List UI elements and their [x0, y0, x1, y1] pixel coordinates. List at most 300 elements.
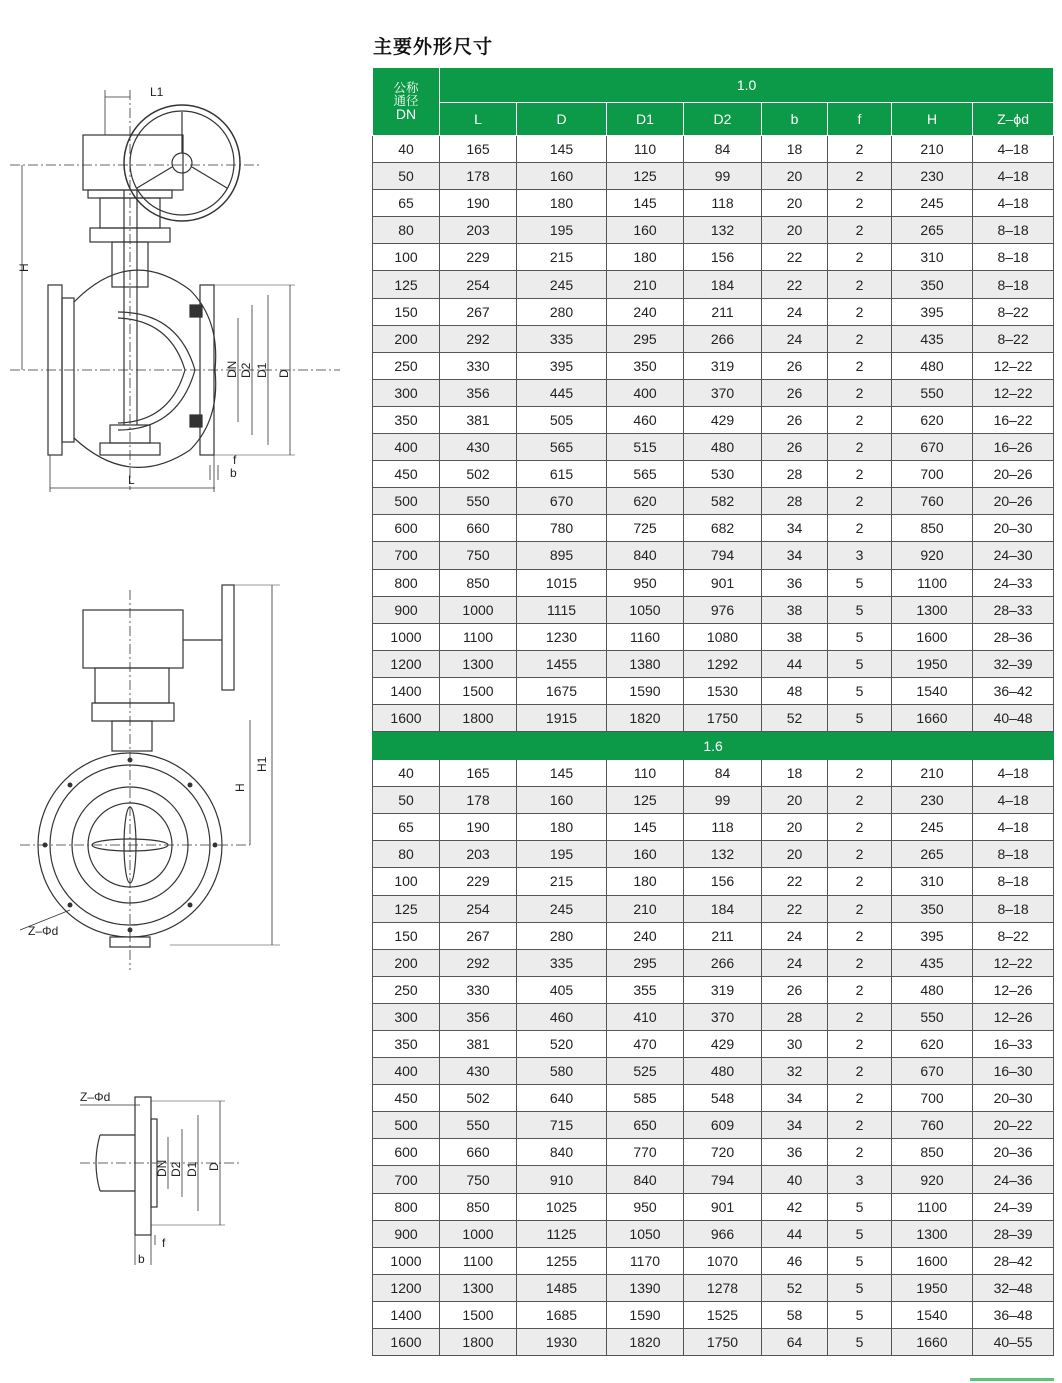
- header-dn-line3: DN: [395, 106, 417, 122]
- table-cell: 600: [373, 1139, 440, 1166]
- table-cell: 895: [517, 542, 607, 569]
- table-cell: 1255: [517, 1247, 607, 1274]
- table-cell: 8–18: [973, 841, 1054, 868]
- table-row: [373, 623, 1054, 650]
- table-cell: 1750: [684, 1329, 762, 1356]
- table-row: [373, 895, 1054, 922]
- header-d1: D1: [607, 103, 684, 136]
- header-pressure-1-6: 1.6: [373, 732, 1054, 760]
- table-cell: 36: [762, 1139, 828, 1166]
- table-cell: 330: [440, 976, 517, 1003]
- table-cell: 660: [440, 1139, 517, 1166]
- table-cell: 16–22: [973, 406, 1054, 433]
- table-row: [373, 298, 1054, 325]
- table-cell: 28–42: [973, 1247, 1054, 1274]
- dim-d2-label: D2: [239, 362, 253, 378]
- table-row: [373, 814, 1054, 841]
- table-cell: 16–30: [973, 1058, 1054, 1085]
- table-cell: 24: [762, 325, 828, 352]
- table-row: [373, 949, 1054, 976]
- table-cell: 400: [373, 1058, 440, 1085]
- table-cell: 2: [828, 814, 892, 841]
- table-cell: 18: [762, 136, 828, 163]
- table-cell: 210: [892, 760, 973, 787]
- table-cell: 1025: [517, 1193, 607, 1220]
- table-cell: 2: [828, 1085, 892, 1112]
- table-cell: 50: [373, 163, 440, 190]
- header-l: L: [440, 103, 517, 136]
- table-cell: 2: [828, 760, 892, 787]
- table-cell: 2: [828, 352, 892, 379]
- table-cell: 760: [892, 1112, 973, 1139]
- table-body-section-2: [373, 760, 1054, 1356]
- table-cell: 160: [517, 787, 607, 814]
- table-cell: 2: [828, 949, 892, 976]
- table-row: [373, 1301, 1054, 1328]
- table-cell: 725: [607, 515, 684, 542]
- dim-l1-label: L1: [150, 85, 164, 99]
- table-cell: 1400: [373, 677, 440, 704]
- table-cell: 1915: [517, 704, 607, 731]
- table-cell: 470: [607, 1031, 684, 1058]
- table-cell: 265: [892, 841, 973, 868]
- table-row: [373, 461, 1054, 488]
- table-cell: 160: [607, 841, 684, 868]
- table-cell: 700: [892, 461, 973, 488]
- table-cell: 28–36: [973, 623, 1054, 650]
- table-cell: 52: [762, 704, 828, 731]
- table-cell: 780: [517, 515, 607, 542]
- table-cell: 26: [762, 379, 828, 406]
- table-cell: 200: [373, 949, 440, 976]
- table-row: [373, 1003, 1054, 1030]
- table-cell: 976: [684, 596, 762, 623]
- header-z-phi-d: Z–ϕd: [973, 103, 1054, 136]
- table-row: [373, 190, 1054, 217]
- table-cell: 1080: [684, 623, 762, 650]
- table-cell: 32: [762, 1058, 828, 1085]
- table-cell: 245: [517, 271, 607, 298]
- table-cell: 24: [762, 298, 828, 325]
- table-cell: 1600: [892, 1247, 973, 1274]
- table-cell: 370: [684, 379, 762, 406]
- table-cell: 266: [684, 325, 762, 352]
- table-row: [373, 1058, 1054, 1085]
- table-cell: 254: [440, 895, 517, 922]
- table-cell: 178: [440, 787, 517, 814]
- table-cell: 30: [762, 1031, 828, 1058]
- page-title: 主要外形尺寸: [373, 36, 494, 58]
- table-cell: 34: [762, 515, 828, 542]
- table-cell: 480: [892, 352, 973, 379]
- table-row: [373, 434, 1054, 461]
- table-cell: 410: [607, 1003, 684, 1030]
- table-cell: 310: [892, 868, 973, 895]
- table-cell: 550: [440, 488, 517, 515]
- table-cell: 1485: [517, 1274, 607, 1301]
- table-cell: 28: [762, 461, 828, 488]
- table-cell: 20–26: [973, 488, 1054, 515]
- table-cell: 20: [762, 190, 828, 217]
- table-cell: 395: [517, 352, 607, 379]
- table-cell: 132: [684, 217, 762, 244]
- table-cell: 38: [762, 623, 828, 650]
- table-cell: 132: [684, 841, 762, 868]
- dim-h1-label: H1: [255, 756, 269, 772]
- table-cell: 1950: [892, 1274, 973, 1301]
- table-cell: 203: [440, 217, 517, 244]
- table-cell: 480: [684, 434, 762, 461]
- table-row: [373, 1247, 1054, 1274]
- table-cell: 840: [607, 542, 684, 569]
- table-cell: 165: [440, 760, 517, 787]
- table-row: [373, 1031, 1054, 1058]
- dim-f-label: f: [162, 1236, 166, 1250]
- table-cell: 900: [373, 596, 440, 623]
- table-cell: 24: [762, 949, 828, 976]
- table-cell: 20–30: [973, 1085, 1054, 1112]
- table-cell: 16–33: [973, 1031, 1054, 1058]
- table-cell: 80: [373, 217, 440, 244]
- table-cell: 250: [373, 976, 440, 1003]
- table-cell: 430: [440, 1058, 517, 1085]
- table-cell: 1070: [684, 1247, 762, 1274]
- table-cell: 245: [892, 814, 973, 841]
- table-cell: 38: [762, 596, 828, 623]
- table-cell: 370: [684, 1003, 762, 1030]
- table-row: [373, 1085, 1054, 1112]
- table-cell: 1600: [373, 704, 440, 731]
- table-cell: 5: [828, 704, 892, 731]
- table-cell: 550: [892, 1003, 973, 1030]
- table-row: [373, 542, 1054, 569]
- table-cell: 240: [607, 922, 684, 949]
- table-cell: 20: [762, 787, 828, 814]
- table-cell: 12–26: [973, 1003, 1054, 1030]
- table-cell: 1100: [440, 1247, 517, 1274]
- table-cell: 429: [684, 1031, 762, 1058]
- table-cell: 670: [517, 488, 607, 515]
- table-cell: 920: [892, 542, 973, 569]
- table-cell: 26: [762, 434, 828, 461]
- table-row: [373, 704, 1054, 731]
- table-cell: 24–30: [973, 542, 1054, 569]
- table-cell: 200: [373, 325, 440, 352]
- table-cell: 720: [684, 1139, 762, 1166]
- table-cell: 28–33: [973, 596, 1054, 623]
- table-cell: 180: [607, 868, 684, 895]
- table-cell: 435: [892, 949, 973, 976]
- table-cell: 110: [607, 760, 684, 787]
- table-cell: 794: [684, 542, 762, 569]
- table-cell: 1820: [607, 1329, 684, 1356]
- table-cell: 1278: [684, 1274, 762, 1301]
- table-row: [373, 217, 1054, 244]
- dim-d-label: D: [207, 1162, 221, 1171]
- table-cell: 350: [373, 406, 440, 433]
- table-cell: 2: [828, 976, 892, 1003]
- table-row: [373, 976, 1054, 1003]
- table-cell: 715: [517, 1112, 607, 1139]
- table-cell: 405: [517, 976, 607, 1003]
- table-cell: 3: [828, 1166, 892, 1193]
- dim-dn-label: DN: [225, 360, 239, 378]
- table-cell: 660: [440, 515, 517, 542]
- table-cell: 2: [828, 1139, 892, 1166]
- table-cell: 580: [517, 1058, 607, 1085]
- side-section-svg: [0, 80, 360, 500]
- table-cell: 184: [684, 271, 762, 298]
- table-cell: 36–48: [973, 1301, 1054, 1328]
- table-cell: 26: [762, 352, 828, 379]
- table-cell: 2: [828, 271, 892, 298]
- table-cell: 2: [828, 1003, 892, 1030]
- table-cell: 620: [607, 488, 684, 515]
- table-cell: 20: [762, 163, 828, 190]
- table-cell: 2: [828, 136, 892, 163]
- table-cell: 156: [684, 244, 762, 271]
- table-cell: 40: [373, 136, 440, 163]
- table-cell: 64: [762, 1329, 828, 1356]
- table-row: [373, 760, 1054, 787]
- table-cell: 515: [607, 434, 684, 461]
- table-cell: 1230: [517, 623, 607, 650]
- table-cell: 300: [373, 379, 440, 406]
- table-cell: 1100: [892, 1193, 973, 1220]
- table-cell: 335: [517, 949, 607, 976]
- table-cell: 1000: [373, 623, 440, 650]
- table-cell: 5: [828, 623, 892, 650]
- table-cell: 8–18: [973, 868, 1054, 895]
- table-body-section-1: [373, 136, 1054, 732]
- side-section-drawing: [0, 80, 360, 500]
- table-cell: 1292: [684, 650, 762, 677]
- table-cell: 145: [517, 136, 607, 163]
- table-cell: 195: [517, 841, 607, 868]
- table-cell: 5: [828, 596, 892, 623]
- table-cell: 1160: [607, 623, 684, 650]
- table-cell: 480: [892, 976, 973, 1003]
- table-cell: 650: [607, 1112, 684, 1139]
- table-cell: 520: [517, 1031, 607, 1058]
- table-cell: 800: [373, 569, 440, 596]
- table-cell: 760: [892, 488, 973, 515]
- table-cell: 5: [828, 569, 892, 596]
- table-cell: 156: [684, 868, 762, 895]
- table-cell: 609: [684, 1112, 762, 1139]
- table-cell: 770: [607, 1139, 684, 1166]
- flange-detail-drawing: [0, 1085, 360, 1275]
- table-cell: 40: [373, 760, 440, 787]
- table-cell: 2: [828, 434, 892, 461]
- table-cell: 99: [684, 787, 762, 814]
- table-cell: 99: [684, 163, 762, 190]
- table-cell: 250: [373, 352, 440, 379]
- table-cell: 460: [517, 1003, 607, 1030]
- table-cell: 2: [828, 868, 892, 895]
- table-cell: 620: [892, 1031, 973, 1058]
- table-cell: 4–18: [973, 787, 1054, 814]
- header-dn: [373, 68, 440, 136]
- table-cell: 110: [607, 136, 684, 163]
- table-cell: 950: [607, 1193, 684, 1220]
- table-cell: 20–22: [973, 1112, 1054, 1139]
- table-cell: 230: [892, 787, 973, 814]
- table-cell: 335: [517, 325, 607, 352]
- table-cell: 5: [828, 1301, 892, 1328]
- dim-zd-label: Z–Φd: [28, 924, 59, 938]
- table-cell: 180: [607, 244, 684, 271]
- table-cell: 145: [607, 190, 684, 217]
- table-cell: 2: [828, 515, 892, 542]
- table-cell: 920: [892, 1166, 973, 1193]
- table-cell: 2: [828, 1058, 892, 1085]
- table-cell: 46: [762, 1247, 828, 1274]
- table-cell: 585: [607, 1085, 684, 1112]
- table-cell: 48: [762, 677, 828, 704]
- table-cell: 8–22: [973, 298, 1054, 325]
- table-cell: 190: [440, 814, 517, 841]
- table-cell: 670: [892, 1058, 973, 1085]
- table-cell: 670: [892, 434, 973, 461]
- table-cell: 50: [373, 787, 440, 814]
- dim-h-label: H: [233, 783, 247, 792]
- table-cell: 160: [607, 217, 684, 244]
- table-cell: 178: [440, 163, 517, 190]
- table-cell: 2: [828, 841, 892, 868]
- table-cell: 1530: [684, 677, 762, 704]
- table-cell: 1500: [440, 1301, 517, 1328]
- table-cell: 18: [762, 760, 828, 787]
- table-cell: 1390: [607, 1274, 684, 1301]
- table-cell: 901: [684, 1193, 762, 1220]
- table-cell: 1300: [892, 1220, 973, 1247]
- decorative-bar: [970, 1378, 1054, 1381]
- table-cell: 900: [373, 1220, 440, 1247]
- table-cell: 1380: [607, 650, 684, 677]
- table-cell: 20: [762, 814, 828, 841]
- table-cell: 600: [373, 515, 440, 542]
- table-cell: 280: [517, 298, 607, 325]
- table-cell: 355: [607, 976, 684, 1003]
- table-cell: 615: [517, 461, 607, 488]
- table-cell: 44: [762, 650, 828, 677]
- table-row: [373, 1220, 1054, 1247]
- table-cell: 500: [373, 488, 440, 515]
- table-cell: 229: [440, 244, 517, 271]
- table-cell: 22: [762, 895, 828, 922]
- table-cell: 180: [517, 814, 607, 841]
- header-b: b: [762, 103, 828, 136]
- table-cell: 211: [684, 922, 762, 949]
- table-cell: 4–18: [973, 163, 1054, 190]
- table-cell: 966: [684, 1220, 762, 1247]
- table-cell: 44: [762, 1220, 828, 1247]
- table-cell: 435: [892, 325, 973, 352]
- table-cell: 4–18: [973, 814, 1054, 841]
- table-cell: 4–18: [973, 136, 1054, 163]
- table-cell: 211: [684, 298, 762, 325]
- table-cell: 1525: [684, 1301, 762, 1328]
- flange-detail-svg: [0, 1085, 360, 1275]
- table-cell: 58: [762, 1301, 828, 1328]
- table-cell: 300: [373, 1003, 440, 1030]
- table-cell: 505: [517, 406, 607, 433]
- table-cell: 28: [762, 1003, 828, 1030]
- header-d: D: [517, 103, 607, 136]
- table-cell: 1100: [440, 623, 517, 650]
- table-cell: 5: [828, 677, 892, 704]
- table-row: [373, 1112, 1054, 1139]
- table-cell: 350: [892, 895, 973, 922]
- table-cell: 26: [762, 406, 828, 433]
- table-row: [373, 136, 1054, 163]
- section-divider: [373, 732, 1054, 760]
- table-cell: 620: [892, 406, 973, 433]
- table-row: [373, 1274, 1054, 1301]
- header-d2: D2: [684, 103, 762, 136]
- table-cell: 8–18: [973, 244, 1054, 271]
- table-cell: 1400: [373, 1301, 440, 1328]
- table-cell: 319: [684, 976, 762, 1003]
- table-cell: 160: [517, 163, 607, 190]
- table-cell: 330: [440, 352, 517, 379]
- table-cell: 640: [517, 1085, 607, 1112]
- table-row: [373, 677, 1054, 704]
- table-cell: 840: [607, 1166, 684, 1193]
- table-cell: 1540: [892, 677, 973, 704]
- table-cell: 265: [892, 217, 973, 244]
- table-cell: 400: [607, 379, 684, 406]
- table-cell: 100: [373, 244, 440, 271]
- table-cell: 2: [828, 787, 892, 814]
- table-cell: 1115: [517, 596, 607, 623]
- table-cell: 381: [440, 1031, 517, 1058]
- table-cell: 800: [373, 1193, 440, 1220]
- table-cell: 292: [440, 949, 517, 976]
- table-cell: 502: [440, 461, 517, 488]
- table-row: [373, 244, 1054, 271]
- table-cell: 2: [828, 379, 892, 406]
- table-cell: 180: [517, 190, 607, 217]
- table-cell: 52: [762, 1274, 828, 1301]
- table-cell: 794: [684, 1166, 762, 1193]
- table-cell: 1200: [373, 650, 440, 677]
- table-cell: 1050: [607, 1220, 684, 1247]
- table-cell: 1050: [607, 596, 684, 623]
- table-row: [373, 515, 1054, 542]
- table-row: [373, 352, 1054, 379]
- table-cell: 548: [684, 1085, 762, 1112]
- table-cell: 210: [607, 895, 684, 922]
- table-cell: 1820: [607, 704, 684, 731]
- table-cell: 24–36: [973, 1166, 1054, 1193]
- table-cell: 84: [684, 136, 762, 163]
- table-cell: 2: [828, 244, 892, 271]
- table-cell: 28: [762, 488, 828, 515]
- table-cell: 700: [892, 1085, 973, 1112]
- table-cell: 850: [440, 1193, 517, 1220]
- table-cell: 16–26: [973, 434, 1054, 461]
- table-cell: 40–48: [973, 704, 1054, 731]
- table-row: [373, 922, 1054, 949]
- table-cell: 165: [440, 136, 517, 163]
- table-cell: 445: [517, 379, 607, 406]
- table-cell: 2: [828, 1031, 892, 1058]
- table-cell: 20–30: [973, 515, 1054, 542]
- dim-d1-label: D1: [185, 1161, 199, 1177]
- table-cell: 395: [892, 922, 973, 949]
